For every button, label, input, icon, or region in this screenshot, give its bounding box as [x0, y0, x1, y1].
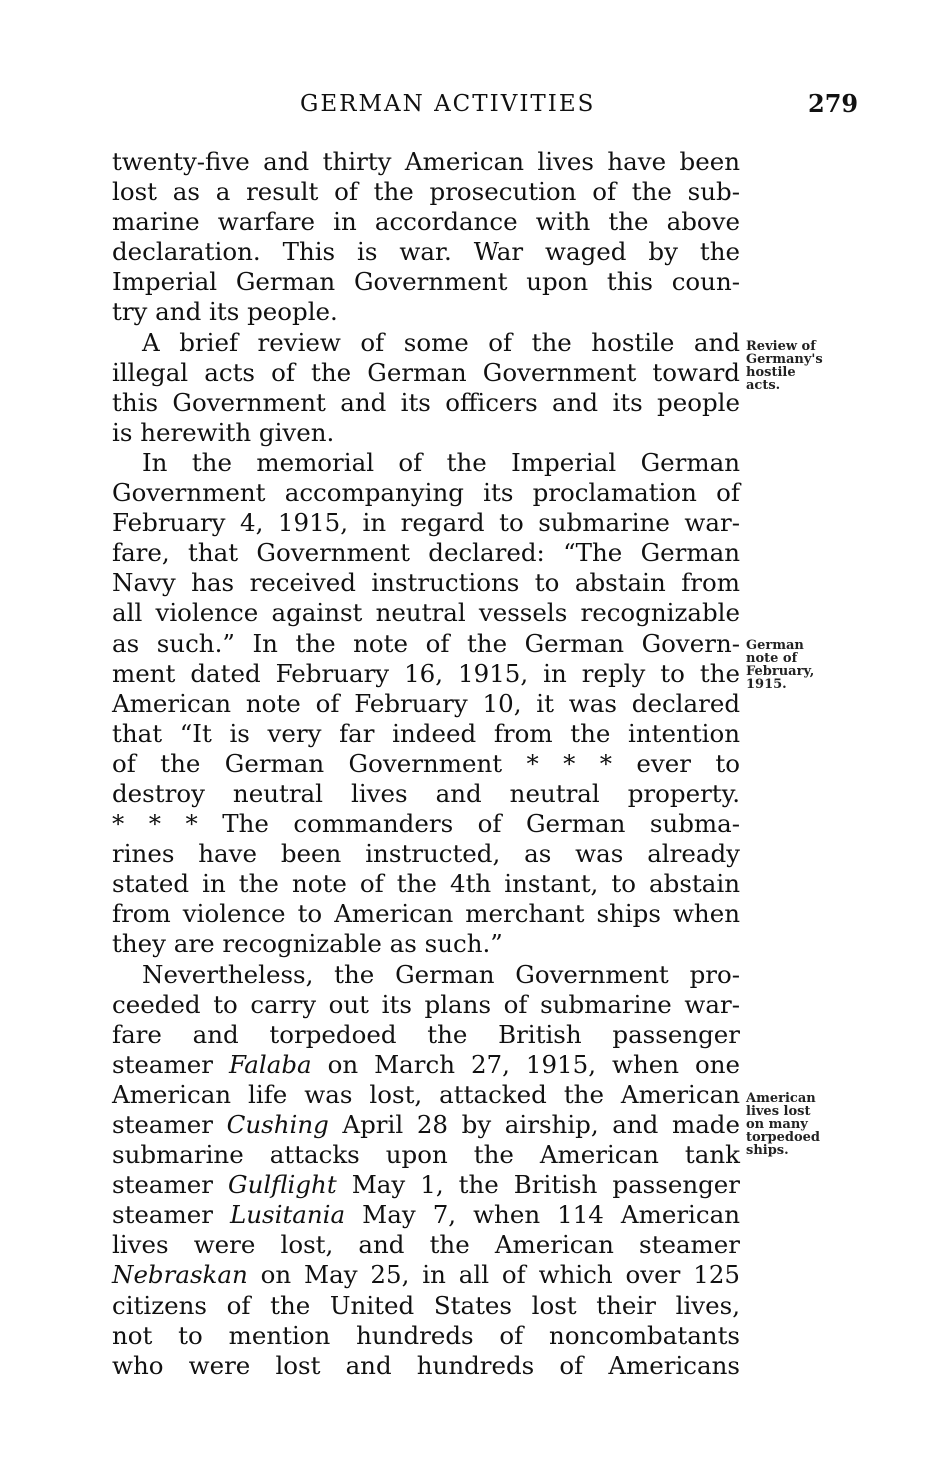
text-line: ceeded to carry out its plans of submarine war-	[112, 989, 740, 1019]
margin-note-line: hostile	[746, 365, 796, 380]
text-line: Nebraskan on May 25, in all of which over 125	[112, 1260, 740, 1290]
text-line: declaration. This is war. War waged by the	[112, 237, 740, 267]
text-line: Government accompanying its proclamation of	[112, 478, 740, 508]
text-line: not to mention hundreds of noncombatants	[112, 1320, 740, 1350]
text-line: they are recognizable as such.”	[112, 929, 503, 959]
page-number: 279	[808, 89, 859, 118]
text-line: of the German Government * * * ever to	[112, 748, 740, 778]
text-line: A brief review of some of the hostile and	[142, 327, 740, 357]
body-text	[112, 147, 740, 1381]
text-line: steamer Cushing April 28 by airship, and made	[112, 1110, 740, 1139]
text-line: fare and torpedoed the British passenger	[112, 1019, 740, 1049]
running-header-title: GERMAN ACTIVITIES	[300, 91, 596, 117]
text-line: steamer Lusitania May 7, when 114 American	[112, 1200, 740, 1230]
text-line: Nevertheless, the German Government pro-	[142, 959, 740, 989]
text-line: In the memorial of the Imperial German	[142, 447, 740, 477]
margin-note-review	[746, 340, 856, 392]
margin-note-line: ships.	[746, 1143, 789, 1158]
margin-note-line: 1915.	[746, 677, 787, 692]
text-line: February 4, 1915, in regard to submarine war-	[112, 508, 740, 538]
text-line: is herewith given.	[112, 417, 335, 447]
margin-note-line: on many	[746, 1117, 808, 1132]
text-line: try and its people.	[112, 297, 338, 327]
text-line: steamer Falaba on March 27, 1915, when one	[112, 1049, 740, 1079]
text-line: rines have been instructed, as was already	[112, 839, 740, 869]
text-line: lives were lost, and the American steamer	[112, 1230, 740, 1260]
text-line: steamer Gulflight May 1, the British passenger	[112, 1170, 740, 1200]
text-line: American life was lost, attacked the American	[112, 1079, 740, 1109]
margin-note-line: German	[746, 638, 804, 653]
text-line: submarine attacks upon the American tank	[112, 1140, 740, 1170]
text-line: lost as a result of the prosecution of the sub-	[112, 177, 740, 207]
margin-note-line: Review of	[746, 339, 816, 354]
text-line: all violence against neutral vessels recognizable	[112, 598, 740, 628]
text-line: that “It is very far indeed from the intention	[112, 718, 740, 748]
text-line: marine warfare in accordance with the above	[112, 207, 740, 237]
text-line: destroy neutral lives and neutral property.	[112, 778, 740, 808]
text-line: this Government and its officers and its people	[112, 387, 740, 417]
text-line: * * * The commanders of German subma-	[112, 809, 740, 839]
text-line: American note of February 10, it was declared	[112, 688, 740, 718]
text-line: twenty-five and thirty American lives have been	[112, 147, 740, 176]
margin-note-line: lives lost	[746, 1104, 811, 1119]
text-line: Imperial German Government upon this coun-	[112, 267, 740, 297]
margin-note-american-lives	[746, 1092, 856, 1157]
margin-note-line: American	[746, 1091, 816, 1106]
text-line: fare, that Government declared: “The German	[112, 538, 740, 568]
text-line: from violence to American merchant ships when	[112, 899, 740, 929]
text-line: stated in the note of the 4th instant, to abstain	[112, 869, 740, 899]
text-line: Navy has received instructions to abstain from	[112, 568, 740, 598]
text-line: ment dated February 16, 1915, in reply to the	[112, 658, 740, 688]
margin-note-line: Germany's	[746, 352, 823, 367]
margin-note-line: acts.	[746, 378, 781, 393]
margin-note-german-note	[746, 639, 856, 691]
text-line: who were lost and hundreds of Americans	[112, 1350, 740, 1380]
margin-note-line: February,	[746, 664, 815, 679]
text-line: illegal acts of the German Government toward	[112, 357, 740, 387]
text-line: citizens of the United States lost their lives,	[112, 1290, 740, 1320]
text-line: as such.” In the note of the German Govern-	[112, 628, 740, 658]
margin-note-line: torpedoed	[746, 1130, 821, 1145]
margin-note-line: note of	[746, 651, 798, 666]
